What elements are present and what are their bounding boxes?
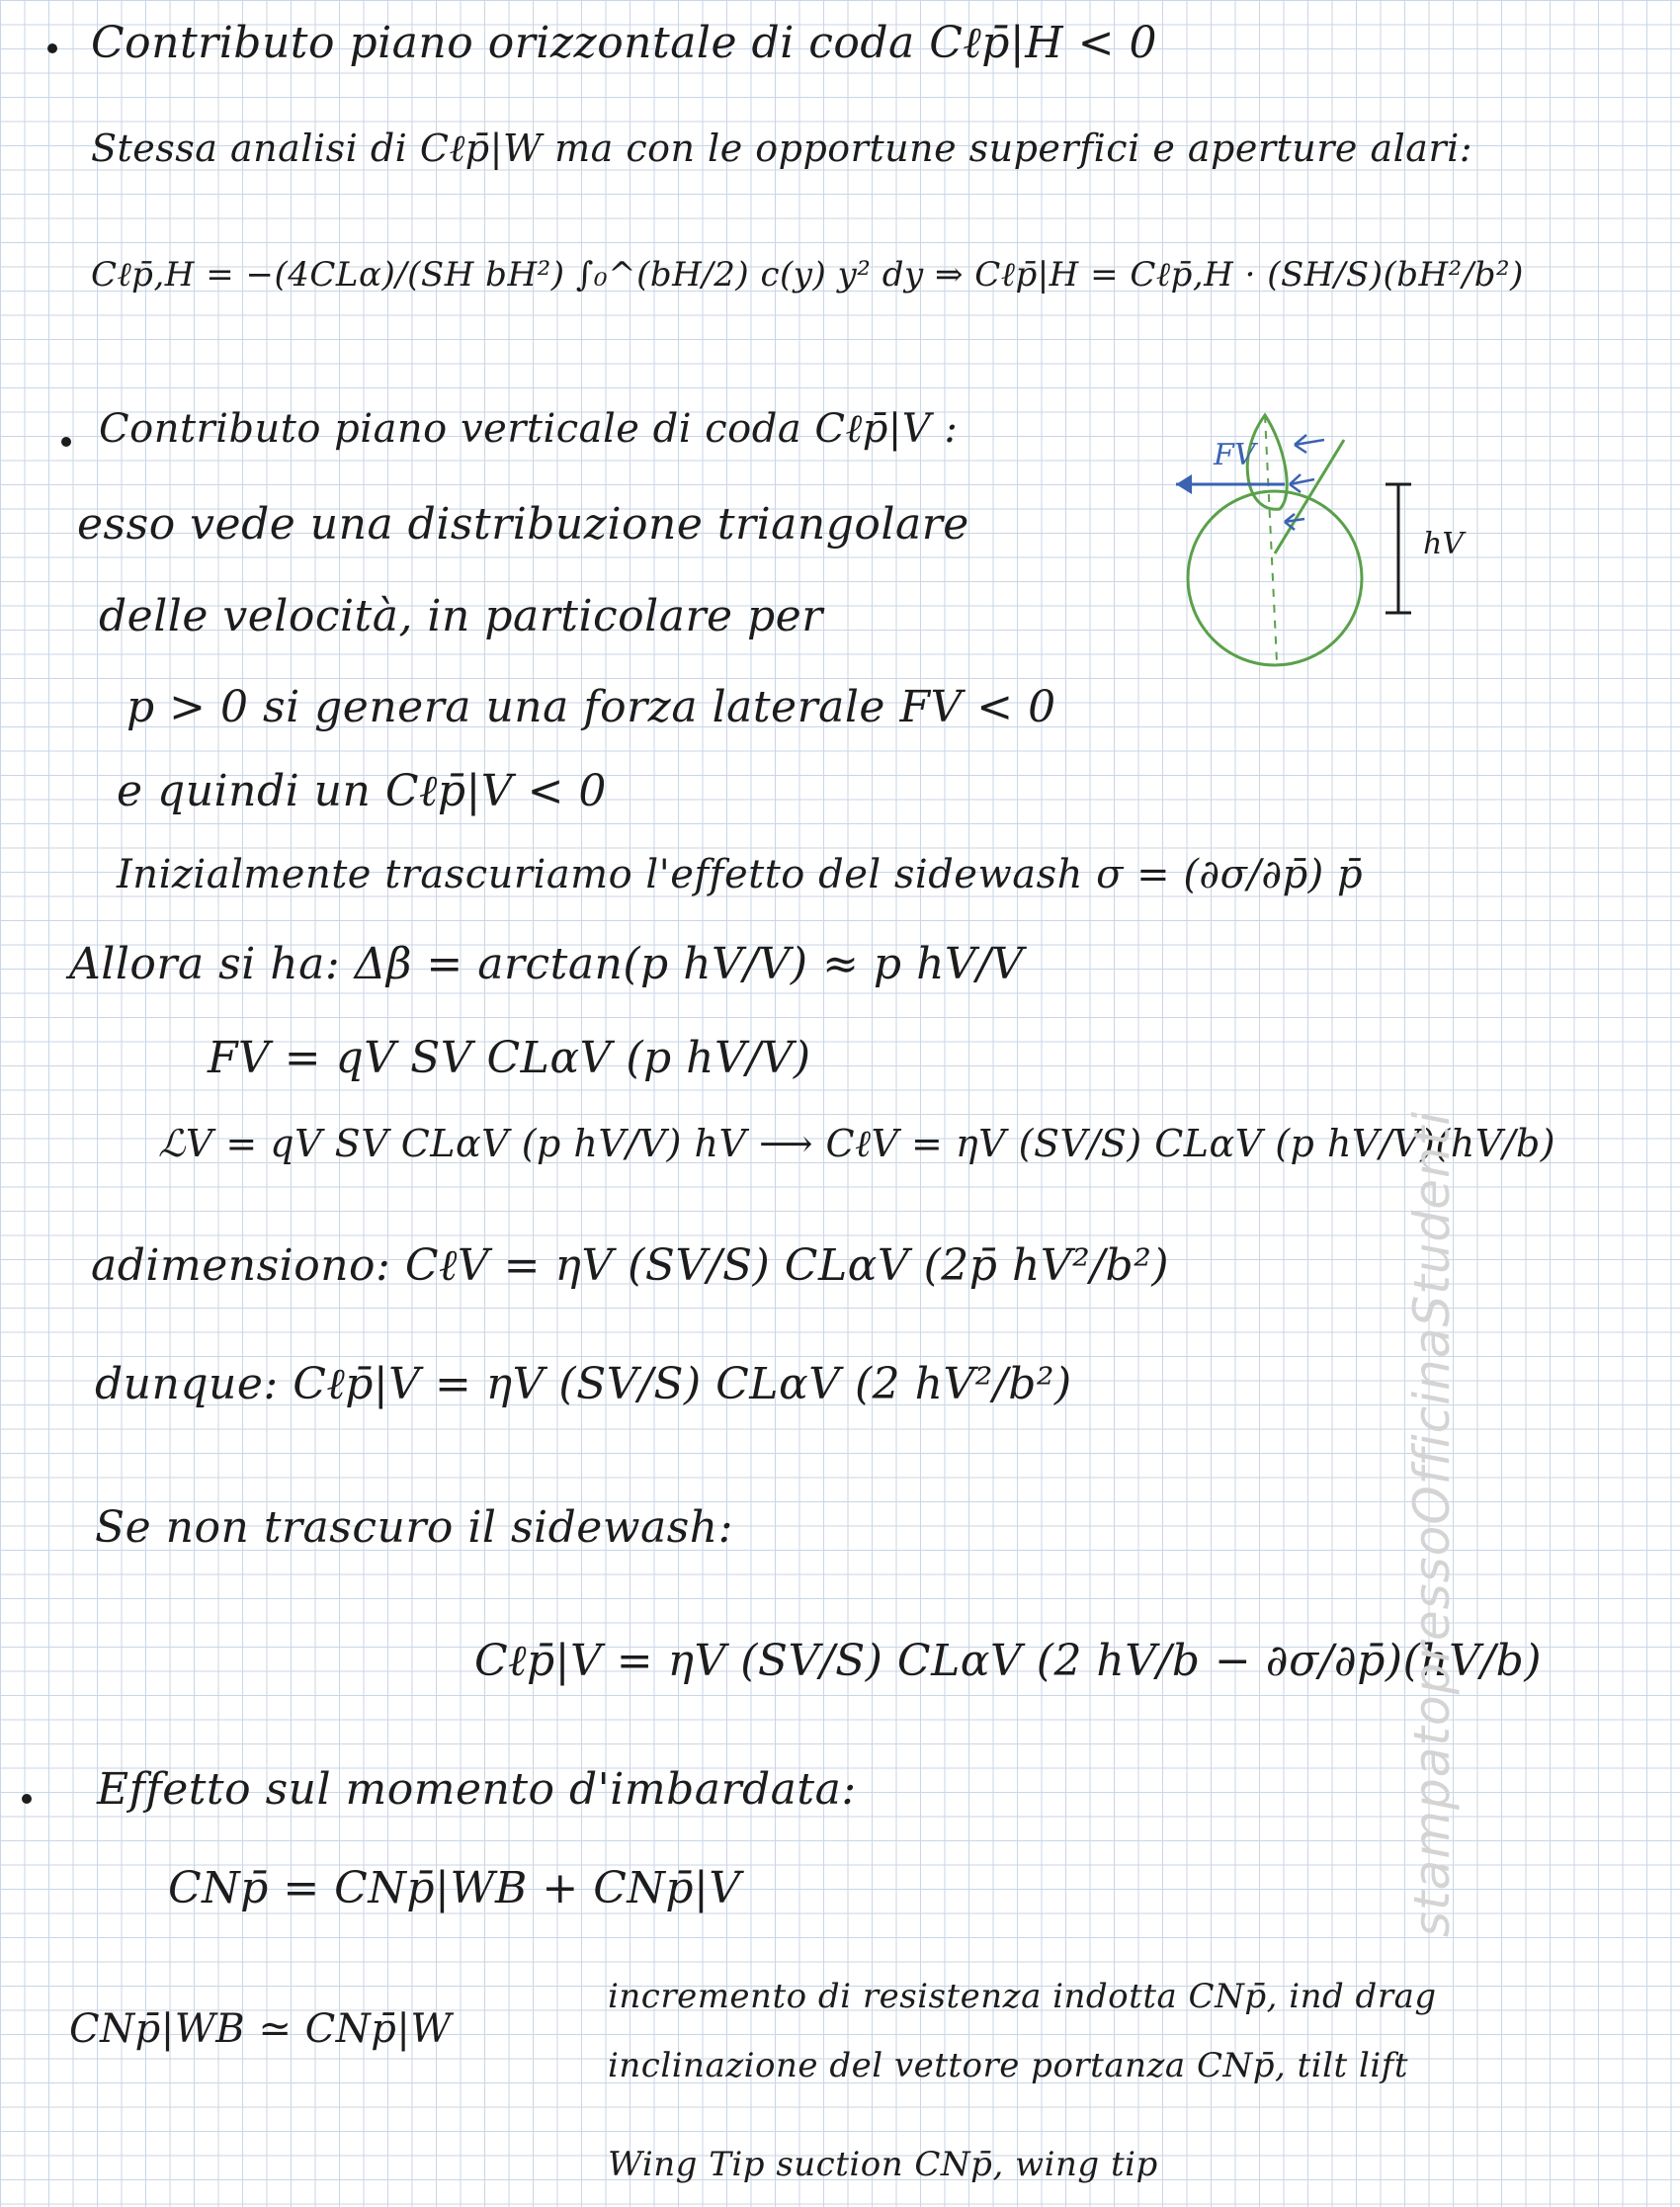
- bullet-2: [61, 437, 71, 447]
- note-line-22: Wing Tip suction CNp̄, wing tip: [608, 2145, 1158, 2184]
- note-line-9: Inizialmente trascuriamo l'effetto del sidewash σ = (∂σ/∂p̄) p̄: [117, 852, 1364, 897]
- note-line-21: inclinazione del vettore portanza CNp̄, tilt lift: [608, 2046, 1409, 2085]
- bullet-1: [47, 43, 57, 53]
- note-line-16: Cℓp̄|V = ηV (SV/S) CLαV (2 hV/b − ∂σ/∂p̄)(hV/b): [474, 1636, 1543, 1686]
- tail-sketch: [1136, 395, 1492, 712]
- note-line-20: incremento di resistenza indotta CNp̄, ind drag: [608, 1977, 1437, 2016]
- note-line-10: Allora si ha: Δβ = arctan(p hV/V) ≈ p hV/V: [69, 939, 1024, 989]
- note-line-1: Contributo piano orizzontale di coda Cℓp̄|H < 0: [91, 18, 1157, 68]
- note-line-13: adimensiono: CℓV = ηV (SV/S) CLαV (2p̄ hV²/b²): [91, 1240, 1170, 1291]
- note-line-5: esso vede una distribuzione triangolare: [77, 499, 969, 550]
- watermark: stampatopressoOfficinaStudenti: [1403, 1110, 1461, 1937]
- velocity-arrow-top: [1295, 435, 1324, 453]
- height-label: hV: [1423, 527, 1464, 561]
- note-line-2: Stessa analisi di Cℓp̄|W ma con le opportune superfici e aperture alari:: [91, 127, 1473, 170]
- note-line-3: Cℓp̄,H = −(4CLα)/(SH bH²) ∫₀^(bH/2) c(y) y² dy ⇒ Cℓp̄|H = Cℓp̄,H · (SH/S)(bH²/b²): [91, 255, 1524, 295]
- note-line-4: Contributo piano verticale di coda Cℓp̄|V :: [99, 406, 959, 452]
- velocity-arrow-mid: [1290, 474, 1314, 492]
- height-dimension: [1386, 484, 1411, 613]
- force-label: FV: [1214, 438, 1256, 472]
- note-line-14: dunque: Cℓp̄|V = ηV (SV/S) CLαV (2 hV²/b²): [95, 1359, 1072, 1409]
- symmetry-line: [1265, 415, 1277, 662]
- note-line-17: Effetto sul momento d'imbardata:: [97, 1764, 857, 1815]
- note-line-19: CNp̄|WB ≃ CNp̄|W: [69, 2006, 452, 2052]
- note-line-12: ℒV = qV SV CLαV (p hV/V) hV ⟶ CℓV = ηV (SV/S) CLαV (p hV/V)(hV/b): [158, 1122, 1556, 1165]
- note-line-7: p > 0 si genera una forza laterale FV < 0: [126, 682, 1056, 732]
- note-line-8: e quindi un Cℓp̄|V < 0: [117, 766, 607, 816]
- note-line-18: CNp̄ = CNp̄|WB + CNp̄|V: [168, 1863, 741, 1913]
- force-arrowhead: [1176, 474, 1192, 494]
- note-line-6: delle velocità, in particolare per: [99, 591, 823, 641]
- note-line-11: FV = qV SV CLαV (p hV/V): [208, 1033, 811, 1083]
- bullet-3: [22, 1794, 32, 1804]
- note-line-15: Se non trascuro il sidewash:: [95, 1502, 733, 1553]
